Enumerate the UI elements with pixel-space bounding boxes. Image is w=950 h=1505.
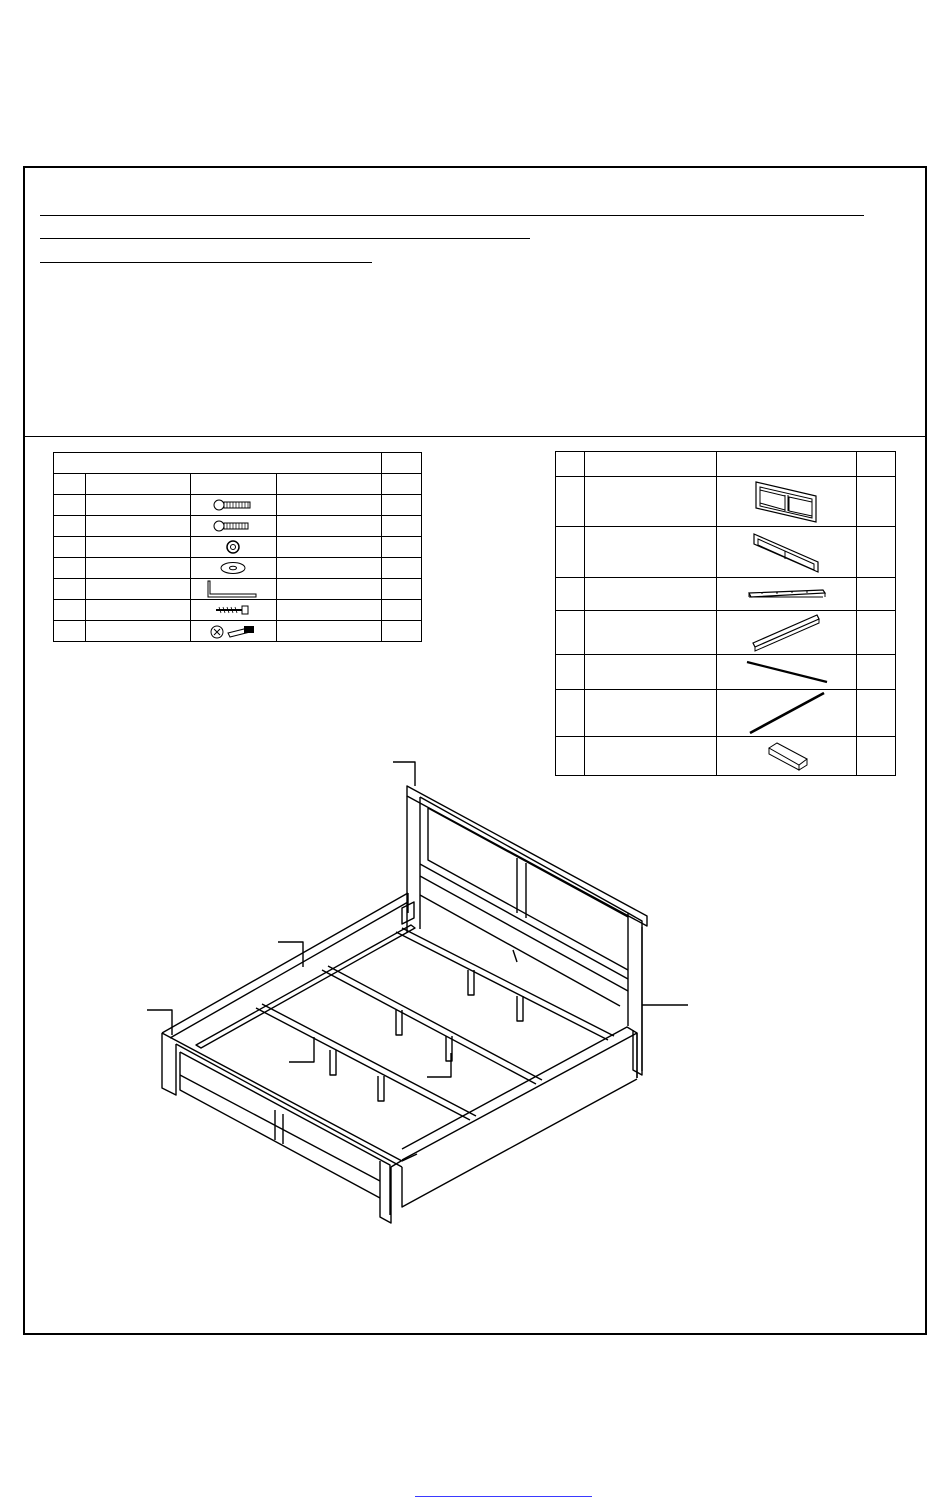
footer-link-underline[interactable]	[415, 1496, 592, 1497]
slat-1	[196, 925, 415, 1048]
footboard	[162, 1033, 417, 1161]
side-rail-front	[402, 1027, 637, 1160]
slat-3	[322, 966, 542, 1084]
